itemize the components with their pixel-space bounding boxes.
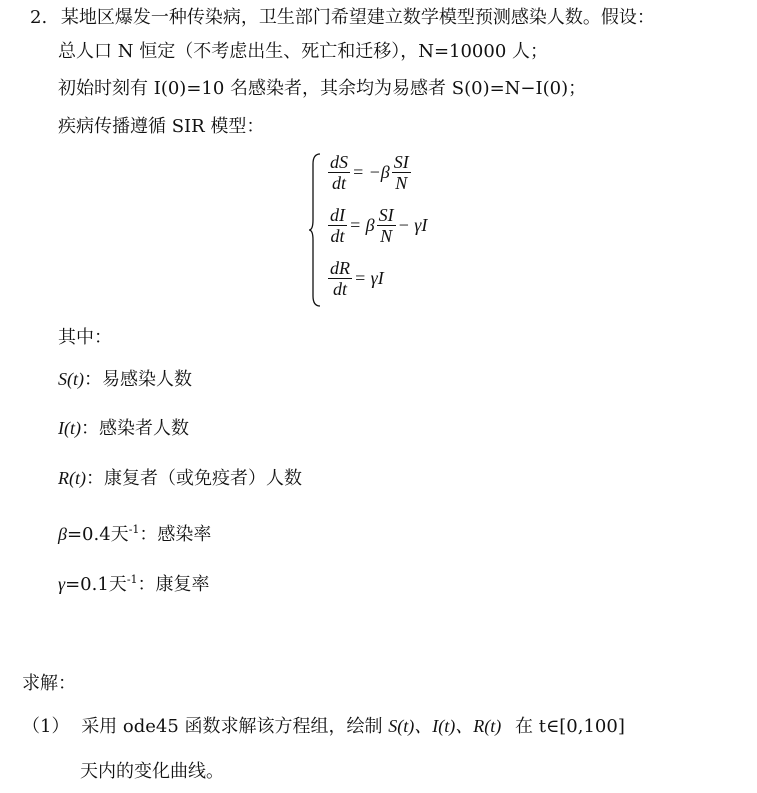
def-beta: β=0.4天$^{-1}$：感染率 [58,523,212,545]
equation-ds-dt: $\frac{dS}{dt}$ = −β $\frac{SI}{N}$ [330,152,409,193]
task-1: （1） 采用 ode45 函数求解该方程组，绘制 S(t)、I(t)、R(t) 在 t∈[0,100] [22,716,625,737]
equation-dr-dt: $\frac{dR}{dt}$ = γI [330,258,384,299]
def-r: R(t)：康复者（或免疫者）人数 [58,468,302,489]
assumption-model: 疾病传播遵循 SIR 模型： [58,116,265,137]
def-i: I(t)：感染者人数 [58,418,189,439]
fraction-si-n-2: $\frac{SI}{N}$ [378,205,394,246]
fraction-si-n: $\frac{SI}{N}$ [393,152,409,193]
assumption-initial: 初始时刻有 I(0)=10 名感染者，其余均为易感者 S(0)=N−I(0)； [58,78,587,99]
def-gamma: γ=0.1天$^{-1}$：康复率 [58,573,210,595]
intro-text: 某地区爆发一种传染病，卫生部门希望建立数学模型预测感染人数。假设： [60,7,655,28]
task-number: （1） [22,716,70,737]
derivative-di: $\frac{dI}{dt}$ [330,205,345,246]
def-s: S(t)：易感染人数 [58,369,192,390]
where-label: 其中： [58,327,112,348]
assumption-population: 总人口 N 恒定（不考虑出生、死亡和迁移），N=10000 人； [58,41,549,62]
curve-variables: S(t)、I(t)、R(t) [388,716,502,736]
problem-number: 2. [30,7,48,28]
problem-intro [30,6,655,30]
derivative-dr: $\frac{dR}{dt}$ [330,258,350,299]
time-range: 在 t∈[0,100] [514,716,625,737]
solve-heading: 求解： [22,673,76,694]
equation-di-dt: $\frac{dI}{dt}$ = β $\frac{SI}{N}$ − γI [330,205,428,246]
task-1-continued: 天内的变化曲线。 [80,761,224,782]
left-brace [308,150,322,310]
derivative-ds: $\frac{dS}{dt}$ [330,152,348,193]
sir-equation-system [308,150,528,310]
